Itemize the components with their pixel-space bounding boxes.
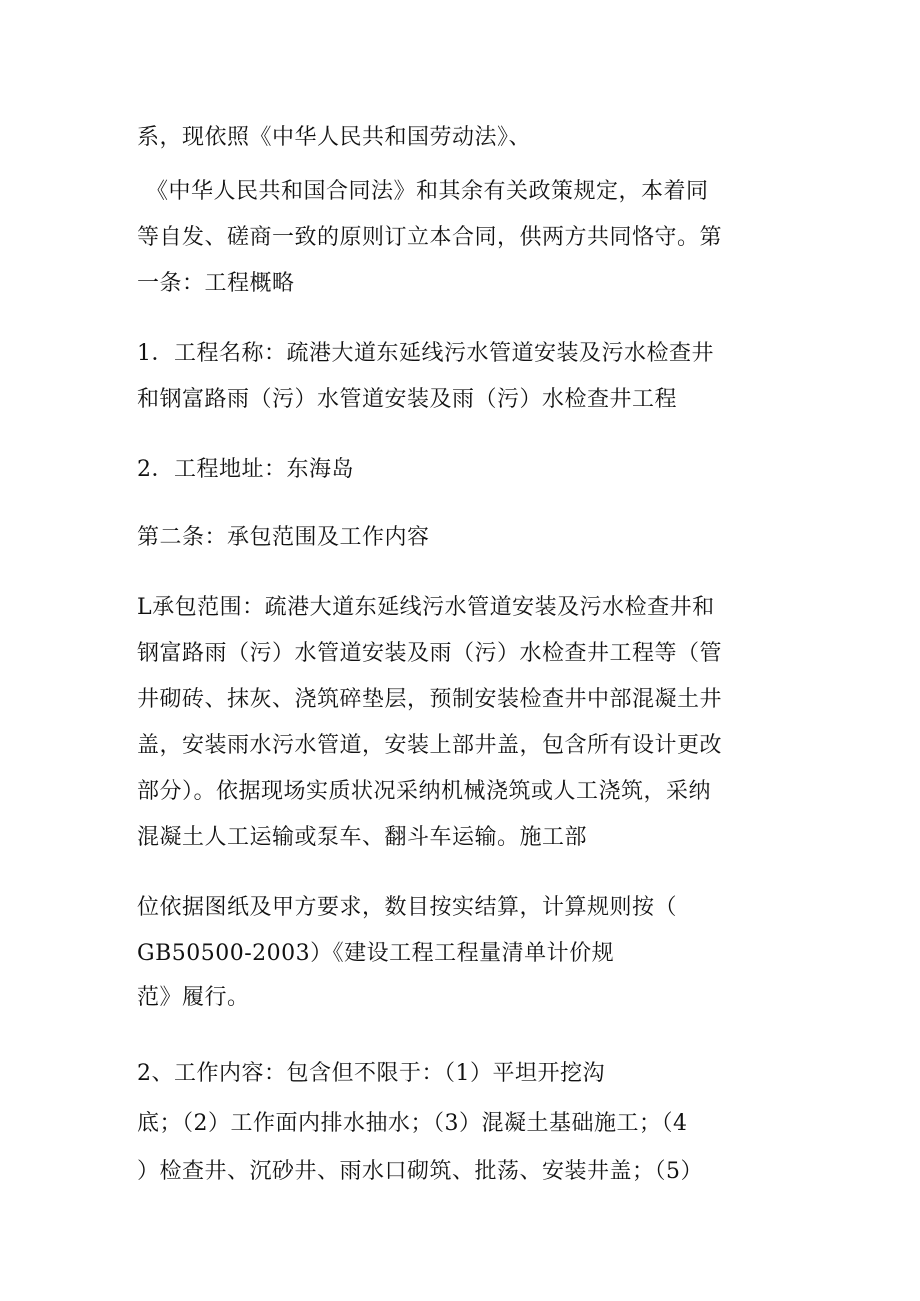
- text-line: 盖，安装雨水污水管道，安装上部井盖，包含所有设计更改: [137, 733, 723, 758]
- text-line: 等自发、磋商一致的原则订立本合同，供两方共同恪守。第: [137, 225, 723, 250]
- text-line: 混凝土人工运输或泵车、翻斗车运输。施工部: [137, 825, 588, 850]
- section-heading: 第二条：承包范围及工作内容: [137, 525, 430, 550]
- text-line: GB50500-2003）《建设工程工程量清单计价规: [137, 941, 615, 966]
- text-line: L承包范围：疏港大道东延线污水管道安装及污水检查井和: [137, 595, 715, 620]
- text-line: 钢富路雨（污）水管道安装及雨（污）水检查井工程等（管: [137, 641, 723, 666]
- text-line: 系，现依照《中华人民共和国劳动法》、: [137, 125, 532, 150]
- text-line: 2、工作内容：包含但不限于：（1）平坦开挖沟: [137, 1061, 605, 1086]
- text-line: ）检查井、沉砂井、雨水口砌筑、批荡、安装井盖；（5）: [137, 1159, 703, 1184]
- text-line: 《中华人民共和国合同法》和其余有关政策规定，本着同: [146, 179, 709, 204]
- text-line: 范》履行。: [137, 985, 250, 1010]
- text-line: 一条：工程概略: [137, 271, 295, 296]
- text-line: 1．工程名称：疏港大道东延线污水管道安装及污水检查井: [137, 341, 714, 366]
- text-line: 和钢富路雨（污）水管道安装及雨（污）水检查井工程: [137, 387, 678, 412]
- text-line: 位依据图纸及甲方要求，数目按实结算，计算规则按（: [137, 895, 678, 920]
- text-line: 2．工程地址：东海岛: [137, 457, 354, 482]
- text-line: 底；（2）工作面内排水抽水；（3）混凝土基础施工；（4: [137, 1111, 688, 1136]
- text-line: 井砌砖、抹灰、浇筑碎垫层，预制安装检查井中部混凝土井: [137, 687, 723, 712]
- text-line: 部分）。依据现场实质状况采纳机械浇筑或人工浇筑，采纳: [137, 779, 712, 804]
